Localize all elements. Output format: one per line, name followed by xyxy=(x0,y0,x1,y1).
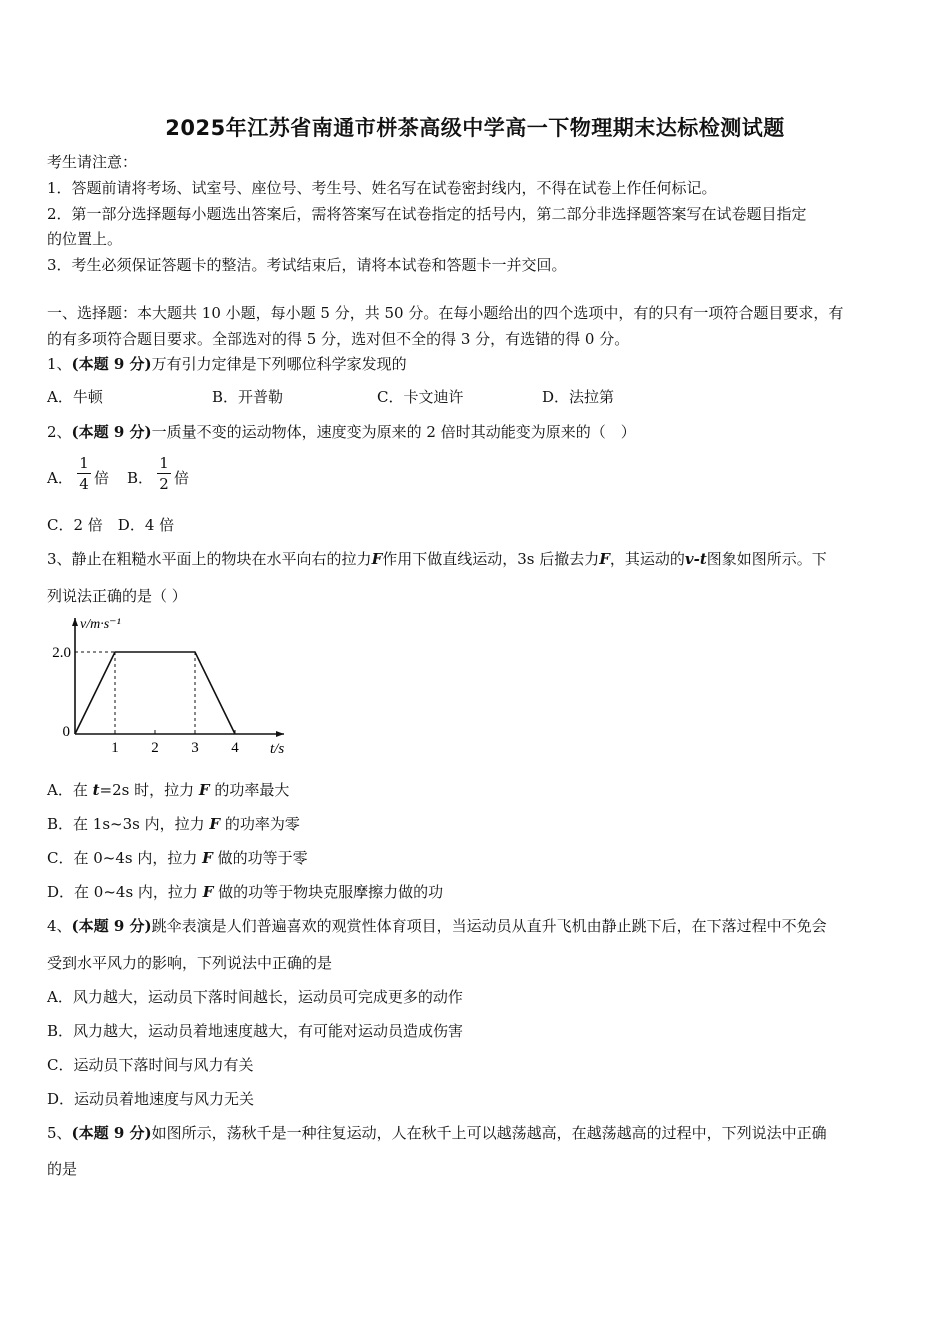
q2-number: 2、 xyxy=(47,423,72,441)
q3c-pre: C．在 0~4s 内，拉力 xyxy=(47,849,203,867)
x-tick-label: 1 xyxy=(111,740,119,756)
x-axis-arrow xyxy=(276,731,284,737)
q3a-var-t: t xyxy=(92,781,100,799)
y-tick-label: 2.0 xyxy=(52,645,71,661)
page-title: 2025年江苏省南通市栟茶高级中学高一下物理期末达标检测试题 xyxy=(165,116,785,140)
q3d-var-f: F xyxy=(202,883,214,901)
q2-option-b-fraction xyxy=(157,454,171,493)
q4-option-a: A．风力越大，运动员下落时间越长，运动员可完成更多的动作 xyxy=(47,988,463,1006)
q2-options-c-d: C．2 倍 D．4 倍 xyxy=(47,516,175,534)
question-1 xyxy=(47,353,907,374)
q3-number: 3、 xyxy=(47,550,72,568)
fraction-denominator: 2 xyxy=(159,475,169,493)
section-intro-line-1: 一、选择题：本大题共 10 小题，每小题 5 分，共 50 分。在每小题给出的四个选项中，有的只有一项符合题目要求，有 xyxy=(47,304,844,322)
q4-stem: 跳伞表演是人们普遍喜欢的观赏性体育项目，当运动员从直升飞机由静止跳下后，在下落过程中不免会 xyxy=(151,917,827,935)
q3d-post: 做的功等于物块克服摩擦力做的功 xyxy=(213,883,444,901)
q3-option-c xyxy=(47,847,907,868)
q3c-post: 做的功等于零 xyxy=(212,849,308,867)
q2-option-b-suffix: 倍 xyxy=(174,469,190,487)
question-5 xyxy=(47,1122,907,1143)
notice-item-3: 3．考生必须保证答题卡的整洁。考试结束后，请将本试卷和答题卡一并交回。 xyxy=(47,256,567,274)
q4-stem-line-2: 受到水平风力的影响，下列说法中正确的是 xyxy=(47,954,333,972)
q3-var-vt: v-t xyxy=(684,550,707,568)
q3d-pre: D．在 0~4s 内，拉力 xyxy=(47,883,203,901)
q3-var-f-2: F xyxy=(599,550,610,568)
question-4 xyxy=(47,915,907,936)
fraction-numerator: 1 xyxy=(79,454,89,472)
notice-item-1: 1．答题前请将考场、试室号、座位号、考生号、姓名写在试卷密封线内，不得在试卷上作任何标记。 xyxy=(47,179,717,197)
q4-option-d: D．运动员着地速度与风力无关 xyxy=(47,1090,255,1108)
fraction-denominator: 4 xyxy=(79,475,89,493)
notice-item-2: 2．第一部分选择题每小题选出答案后，需将答案写在试卷指定的括号内，第二部分非选择题答案写在试卷题目指定 xyxy=(47,205,807,223)
question-2 xyxy=(47,421,907,442)
q3b-post: 的功率为零 xyxy=(220,815,300,833)
fraction-bar xyxy=(77,473,91,474)
q5-tag: (本题 9 分) xyxy=(71,1124,152,1142)
q5-stem-line-2: 的是 xyxy=(47,1160,78,1178)
vt-graph xyxy=(44,610,304,760)
x-tick-label: 2 xyxy=(151,740,159,756)
q3b-pre: B．在 1s~3s 内，拉力 xyxy=(47,815,210,833)
q4-number: 4、 xyxy=(47,917,72,935)
fraction-bar xyxy=(157,473,171,474)
q1-tag: (本题 9 分) xyxy=(71,355,152,373)
x-tick-label: 3 xyxy=(191,740,199,756)
q3-option-b xyxy=(47,813,907,834)
q3a-pre: A．在 xyxy=(47,781,93,799)
q5-number: 5、 xyxy=(47,1124,72,1142)
q3c-var-f: F xyxy=(202,849,213,867)
q3a-mid: =2s 时，拉力 xyxy=(99,781,199,799)
q1-option-a: A．牛顿 xyxy=(47,388,103,406)
q1-option-c: C．卡文迪许 xyxy=(377,388,464,406)
q3-stem-c: ，其运动的 xyxy=(609,550,685,568)
q5-stem: 如图所示，荡秋千是一种往复运动，人在秋千上可以越荡越高，在越荡越高的过程中，下列说法中正确 xyxy=(151,1124,827,1142)
origin-label: 0 xyxy=(62,724,70,740)
q3-option-a xyxy=(47,779,907,800)
q2-option-b-label: B． xyxy=(127,469,154,487)
q1-option-b: B．开普勒 xyxy=(212,388,284,406)
q3-stem-line-2: 列说法正确的是（ ） xyxy=(47,587,187,605)
y-axis-label: v/m·s⁻¹ xyxy=(80,617,121,632)
fraction-numerator: 1 xyxy=(159,454,169,472)
x-tick-label: 4 xyxy=(231,740,239,756)
q2-option-a-suffix: 倍 xyxy=(94,469,110,487)
velocity-series-line xyxy=(75,652,235,734)
q3-var-f: F xyxy=(371,550,383,568)
notice-header: 考生请注意： xyxy=(47,153,138,171)
q4-option-c: C．运动员下落时间与风力有关 xyxy=(47,1056,254,1074)
x-axis-label: t/s xyxy=(270,741,285,757)
q2-option-a-label: A． xyxy=(47,469,73,487)
q4-option-b: B．风力越大，运动员着地速度越大，有可能对运动员造成伤害 xyxy=(47,1022,464,1040)
q1-number: 1、 xyxy=(47,355,72,373)
q3-stem-d: 图象如图所示。下 xyxy=(706,550,827,568)
q3-option-d xyxy=(47,881,907,902)
q2-tag: (本题 9 分) xyxy=(71,423,152,441)
q2-stem: 一质量不变的运动物体，速度变为原来的 2 倍时其动能变为原来的（ ） xyxy=(151,423,636,441)
question-3 xyxy=(47,548,907,569)
q3a-var-f: F xyxy=(198,781,210,799)
q3b-var-f: F xyxy=(209,815,221,833)
notice-item-2-cont: 的位置上。 xyxy=(47,230,123,248)
q3-stem-b: 作用下做直线运动，3s 后撤去力 xyxy=(382,550,600,568)
q4-tag: (本题 9 分) xyxy=(71,917,152,935)
q3-stem-a: 静止在粗糙水平面上的物块在水平向右的拉力 xyxy=(71,550,372,568)
section-intro-line-2: 的有多项符合题目要求。全部选对的得 5 分，选对但不全的得 3 分，有选错的得 0 分。 xyxy=(47,330,630,348)
q1-stem: 万有引力定律是下列哪位科学家发现的 xyxy=(151,355,407,373)
q2-option-a-fraction xyxy=(77,454,91,493)
q3a-post: 的功率最大 xyxy=(209,781,290,799)
y-axis-arrow xyxy=(72,618,78,626)
q1-option-d: D．法拉第 xyxy=(542,388,615,406)
